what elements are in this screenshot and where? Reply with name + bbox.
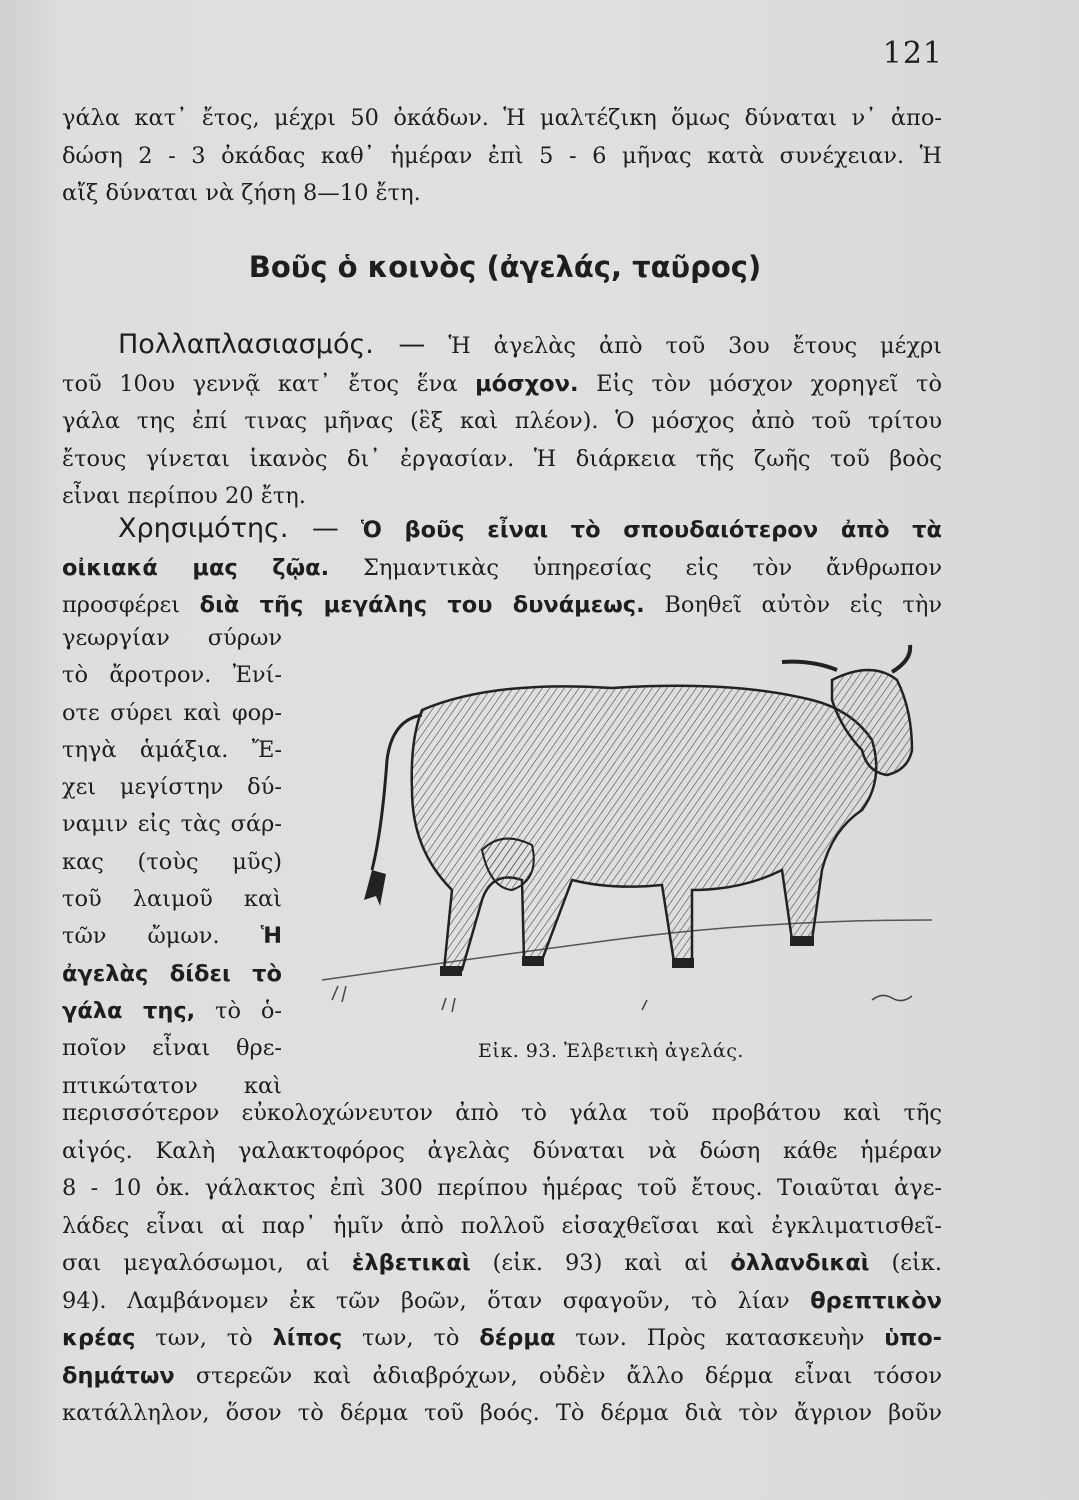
bold-term: γάλα της, — [62, 997, 196, 1024]
text-span: Σημαντικὰς ὑπηρεσίας εἰς τὸν ἄνθρωπον — [363, 554, 943, 581]
text-line: οτε σύρει καὶ φορ- — [62, 699, 282, 726]
figure-caption: Εἰκ. 93. Ἐλβετικὴ ἀγελάς. — [478, 1040, 744, 1062]
text-line: γεωργίαν σύρων — [62, 625, 282, 651]
text-span: των. Πρὸς κατασκευὴν — [575, 1325, 865, 1351]
text-line — [62, 1245, 942, 1283]
text-line: λάδες εἶναι αἱ παρ᾽ ἡμῖν ἀπὸ πολλοῦ εἰσαχθεῖσαι καὶ ἐγκλιματισθεῖ- — [62, 1212, 942, 1239]
text-span: τῶν ὤμων. — [62, 923, 220, 950]
bold-term: ἑλβετικαὶ — [351, 1250, 471, 1276]
bold-term: Ἡ — [260, 923, 282, 950]
text-span: Εἰς τὸν μόσχον χορηγεῖ τὸ — [596, 370, 943, 397]
text-line: ναμιν εἰς τὰς σάρ- — [62, 811, 282, 838]
narrow-text-column — [62, 620, 282, 1105]
bold-term: θρεπτικὸν — [810, 1287, 942, 1314]
text-line: γάλα της ἐπί τινας μῆνας (ἓξ καὶ πλέον). Ὁ μόσχος ἀπὸ τοῦ τρίτου — [62, 408, 942, 434]
paragraph-label: Πολλαπλασιασμός. — — [118, 329, 426, 360]
text-line: ἔτους γίνεται ἱκανὸς δι᾽ ἐργασίαν. Ἡ διάρκεια τῆς ζωῆς τοῦ βοὸς — [62, 445, 942, 472]
text-line — [62, 1320, 942, 1358]
text-line: τὸ ἄροτρον. Ἐνί- — [62, 662, 282, 689]
text-line: χει μεγίστην δύ- — [62, 774, 282, 801]
text-span: τοῦ 10ου γεννᾷ κατ᾽ ἔτος ἕνα — [62, 370, 458, 397]
text-line — [62, 326, 942, 366]
bold-term: διὰ τῆς μεγάλης του δυνάμεως. — [199, 592, 645, 618]
section-heading: Βοῦς ὁ κοινὸς (ἀγελάς, ταῦρος) — [248, 250, 762, 284]
bold-term: δέρμα — [479, 1325, 556, 1351]
text-span: σαι μεγαλόσωμοι, αἱ — [62, 1250, 330, 1276]
cow-illustration — [312, 640, 942, 1060]
text-line: ποῖον εἶναι θρε- — [62, 1035, 282, 1062]
bold-term: Ὁ βοῦς εἶναι τὸ σπουδαιότερον ἀπὸ τὰ — [360, 517, 943, 543]
reproduction-paragraph — [62, 326, 942, 516]
bold-term: κρέας — [62, 1325, 136, 1351]
text-line — [62, 918, 282, 955]
text-line: γάλα κατ᾽ ἔτος, μέχρι 50 ὀκάδων. Ἡ μαλτέζικη ὅμως δύναται ν᾽ ἀπο- — [62, 105, 942, 131]
bold-term: λίπος — [272, 1325, 343, 1351]
text-span: στερεῶν καὶ ἀδιαβρόχων, οὐδὲν ἄλλο δέρμα εἶναι τόσον — [195, 1362, 942, 1389]
text-span: (εἰκ. — [891, 1250, 942, 1276]
page-number: 121 — [882, 36, 943, 71]
text-line: αἴξ δύναται νὰ ζήση 8—10 ἔτη. — [62, 180, 421, 206]
text-span: (εἰκ. 93) καὶ αἱ — [492, 1250, 709, 1276]
bold-term: ἀγελὰς δίδει τὸ — [62, 960, 282, 987]
text-line: τοῦ λαιμοῦ καὶ — [62, 886, 282, 913]
text-line — [62, 993, 282, 1030]
intro-paragraph — [62, 100, 942, 213]
text-line — [62, 366, 942, 404]
text-line: αἰγός. Καλὴ γαλακτοφόρος ἀγελὰς δύναται νὰ δώση κάθε ἡμέραν — [62, 1137, 942, 1164]
paragraph-label: Χρησιμότης. — — [118, 513, 339, 544]
bold-term: δημάτων — [62, 1362, 175, 1389]
text-line — [62, 510, 942, 550]
text-span: Βοηθεῖ αὐτὸν εἰς τὴν — [664, 592, 943, 618]
text-line: δώση 2 - 3 ὀκάδας καθ᾽ ἡμέραν ἐπὶ 5 - 6 μῆνας κατὰ συνέχειαν. Ἡ — [62, 142, 942, 169]
text-span: των, τὸ — [362, 1325, 460, 1351]
bottom-paragraph — [62, 1095, 942, 1433]
bold-term: μόσχον. — [475, 370, 579, 397]
text-line: πτικώτατον καὶ — [62, 1072, 282, 1099]
text-line: 8 - 10 ὀκ. γάλακτος ἐπὶ 300 περίπου ἡμέρας τοῦ ἔτους. Τοιαῦται ἀγε- — [62, 1175, 942, 1201]
text-line: κατάλληλον, ὅσον τὸ δέρμα τοῦ βοός. Τὸ δέρμα διὰ τὸν ἄγριον βοῦν — [62, 1400, 942, 1426]
text-line — [62, 956, 282, 993]
usefulness-paragraph — [62, 510, 942, 625]
text-span: τὸ ὁ- — [215, 997, 282, 1024]
text-line — [62, 587, 942, 625]
text-line: περισσότερον εὐκολοχώνευτον ἀπὸ τὸ γάλα τοῦ προβάτου καὶ τῆς — [62, 1100, 942, 1126]
text-span: 94). Λαμβάνομεν ἐκ τῶν βοῶν, ὅταν σφαγοῦν, τὸ λίαν — [62, 1287, 790, 1314]
bold-term: ὀλλανδικαὶ — [730, 1250, 870, 1276]
cow-drawing — [312, 640, 942, 1040]
text-span: των, τὸ — [155, 1325, 253, 1351]
text-line — [62, 1358, 942, 1396]
bold-term: ὑπο- — [884, 1325, 943, 1351]
text-line: κας (τοὺς μῦς) — [62, 848, 282, 875]
text-span: Ἡ ἀγελὰς ἀπὸ τοῦ 3ου ἔτους μέχρι — [448, 333, 943, 359]
text-line: εἶναι περίπου 20 ἔτη. — [62, 483, 306, 509]
text-line — [62, 1283, 942, 1321]
text-span: προσφέρει — [62, 592, 181, 618]
bold-term: οἰκιακά μας ζῷα. — [62, 554, 330, 581]
text-line: τηγὰ ἁμάξια. Ἔ- — [62, 736, 282, 763]
text-line — [62, 550, 942, 588]
